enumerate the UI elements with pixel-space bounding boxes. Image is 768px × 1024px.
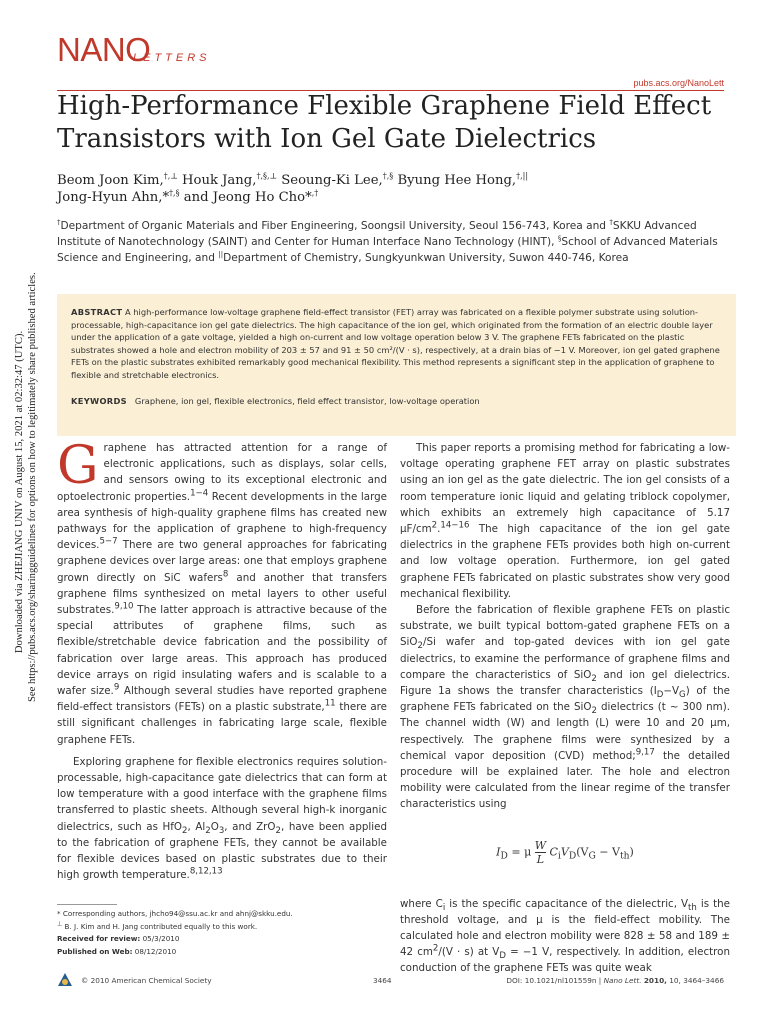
author-affil-mark: †,|| (516, 171, 529, 181)
paragraph: Exploring graphene for flexible electronics requires solution-processable, high-capacitance gate dielectrics that can form at low temperature with a good interface with the graphene films transferred to plastic sheets. Although several high-k inorganic dielectrics, such as HfO$_2$, $Al_2O_3$, and ZrO$_2$, have been applied to the fabrication of graphene FETs, they cannot be available for flexible devices based on plastic substrates due to their high growth temperature.$^{8,12,13}$ (57, 755, 387, 882)
abstract-text: A high-performance low-voltage graphene field-effect transistor (FET) array was fabricated on a flexible polymer substrate using solution-processable, high-capacitance ion gel gate dielectrics. The high capacitance of the ion gel, which originated from the formation of an electric double layer under the application of a gate voltage, yielded a high on-current and low voltage operation below 3 V. The graphene FETs fabricated on the plastic substrates showed a hole and electron mobility of 203 ± 57 and 91 ± 50 cm²/(V · s), respectively, at a drain bias of −1 V. Moreover, ion gel gated graphene FETs on the plastic substrates exhibited remarkably good mechanical flexibility. This method represents a significant step in the application of graphene to flexible and stretchable electronics. (71, 307, 720, 380)
author-name: Seoung-Ki Lee, (281, 173, 383, 188)
author-name: Houk Jang, (182, 173, 257, 188)
mobility-equation: $I_D = \mu$ $\frac{W}{L}$ $C_iV_D(V_G - V_{th})$ (496, 838, 634, 866)
journal-logo-sub: LETTERS (133, 52, 211, 64)
journal-url-link[interactable]: pubs.acs.org/NanoLett (633, 78, 724, 88)
citation-ref[interactable]: 9,10 (114, 601, 134, 612)
author-name: and Jeong Ho Cho* (183, 190, 312, 205)
author-affil-mark: ,† (311, 188, 319, 198)
citation-ref[interactable]: 11 (324, 698, 336, 709)
footnotes (57, 908, 387, 958)
citation-info: DOI: 10.1021/nl101559n | Nano Lett. 2010, 10, 3464–3466 (506, 976, 724, 985)
page-number: 3464 (373, 976, 392, 985)
body-column-right (400, 440, 730, 977)
page-footer (57, 972, 724, 990)
article-title: High-Performance Flexible Graphene Field Effect Transistors with Ion Gel Gate Dielectrics (57, 91, 712, 154)
author-name: Byung Hee Hong, (397, 173, 517, 188)
abstract (71, 306, 722, 381)
citation-ref[interactable]: 9 (113, 682, 120, 693)
citation-ref[interactable]: 9,17 (635, 747, 655, 758)
copyright: © 2010 American Chemical Society (81, 976, 212, 985)
citation-ref[interactable]: 8,12,13 (189, 866, 223, 877)
keywords-text: Graphene, ion gel, flexible electronics, field effect transistor, low-voltage operation (134, 396, 480, 406)
equal-contribution-note: ⊥ B. J. Kim and H. Jang contributed equally to this work. (57, 920, 258, 931)
author-affil-mark: †,§,⊥ (256, 171, 278, 181)
keywords (71, 395, 722, 407)
paragraph: Before the fabrication of flexible graphene FETs on plastic substrate, we built typical bottom-gated graphene FETs on a SiO$_2$/Si wafer and top-gated devices with ion gel gate dielectrics, to examine the performance of graphene films and compare the characteristics of SiO$_2$ and ion gel dielectrics. Figure 1a shows the transfer characteristics $(I_D-V_G)$ of the graphene FETs fabricated on the SiO$_2$ dielectrics (t ~ 300 nm). The channel width (W) and length (L) were 10 and 20 μm, respectively. The graphene films were synthesized by a chemical vapor deposition (CVD) method;$^{9,17}$ the detailed procedure will be explained later. The hole and electron mobility were calculated from the linear regime of the transfer characteristics using (400, 604, 730, 811)
sharing-guidelines-link[interactable]: See https://pubs.acs.org/sharingguidelines for options on how to legitimately share published articles. (27, 272, 38, 702)
acs-logo-icon (57, 972, 73, 988)
drop-cap: G (57, 436, 99, 496)
author-affil-mark: †,§ (382, 171, 394, 181)
paragraph: where $C_i$ is the specific capacitance of the dielectric, $V_{th}$ is the threshold voltage, and μ is the field-effect mobility. The calculated hole and electron mobility were 828 ± 58 and 189 ± 42 $cm^2/(V \cdot s)$ at $V_D = -1$ V, respectively. In addition, electron conduction of the graphene FETs was quite weak (400, 897, 730, 975)
download-notice (6, 272, 46, 702)
journal-logo-main: NANO (57, 31, 151, 68)
body-column-left (57, 436, 387, 883)
footnote-divider (57, 904, 117, 905)
abstract-label: ABSTRACT (71, 307, 123, 317)
doi-link[interactable]: DOI: 10.1021/nl101559n (506, 976, 597, 985)
journal-logo (57, 30, 211, 74)
received-date: Received for review: 05/3/2010 (57, 934, 180, 943)
download-notice-line: Downloaded via ZHEJIANG UNIV on August 15, 2021 at 02:32:47 (UTC). (14, 330, 25, 654)
corresponding-authors: * Corresponding authors, jhcho94@ssu.ac.kr and ahnj@skku.edu. (57, 909, 293, 918)
equation-fraction: $\frac{W}{L}$ (534, 838, 547, 866)
author-affil-mark: †,⊥ (163, 171, 178, 181)
author-list (57, 172, 737, 206)
paragraph: This paper reports a promising method for fabricating a low-voltage operating graphene FET array on plastic substrates using an ion gel as the gate dielectric. The ion gel consists of a room temperature ionic liquid and gelating triblock copolymer, which exhibits an extremely high capacitance of 5.17 $\mu F/cm^2.^{14-16}$ The high capacitance of the ion gel gate dielectrics in the graphene FETs provides both high on-current and low voltage operation. Furthermore, ion gel gated graphene FETs fabricated on plastic substrates show very good mechanical flexibility. (400, 442, 730, 600)
paragraph: Graphene has attracted attention for a range of electronic applications, such as displays, solar cells, and sensors owing to its exceptional electronic and optoelectronic properties.$^{1-4}$ Recent developments in the large area synthesis of high-quality graphene films has created new pathways for the application of graphene to high-frequency devices.$^{5-7}$ There are two general approaches for fabricating graphene devices over large areas: one that employs graphene grown directly on SiC wafers$^8$ and another that transfers graphene films synthesized on metal layers to other useful substrates.$^{9,10}$ The latter approach is attractive because of the special attributes of graphene films, such as flexible/stretchable device fabrication and the possibility of fabrication over large areas. This approach has produced device arrays on rigid insulating wafers and is scalable to a wafer size.$^9$ Although several studies have reported graphene field-effect transistors (FETs) on a plastic substrate,$^{11}$ there are still significant challenges in fabricating large scale, flexible graphene FETs. (57, 436, 387, 746)
author-name: Jong-Hyun Ahn,* (57, 190, 170, 205)
citation-ref[interactable]: 8 (222, 569, 229, 580)
keywords-label: KEYWORDS (71, 396, 127, 406)
citation-ref[interactable]: 1−4 (190, 488, 209, 499)
abstract-box (57, 294, 736, 436)
published-date: Published on Web: 08/12/2010 (57, 946, 177, 956)
citation-ref[interactable]: 5−7 (99, 536, 118, 547)
author-name: Beom Joon Kim, (57, 173, 164, 188)
citation-ref[interactable]: 14−16 (440, 520, 470, 531)
author-affil-mark: †,§ (169, 188, 180, 198)
affiliations: †Department of Organic Materials and Fiber Engineering, Soongsil University, Seoul 156-743, Korea and †SKKU Advanced Institute of Nanotechnology (SAINT) and Center for Human Interface Nano Technology (HINT), §School of Advanced Materials Science and Engineering, and ||Department of Chemistry, Sungkyunkwan University, Suwon 440-746, Korea (57, 218, 718, 264)
